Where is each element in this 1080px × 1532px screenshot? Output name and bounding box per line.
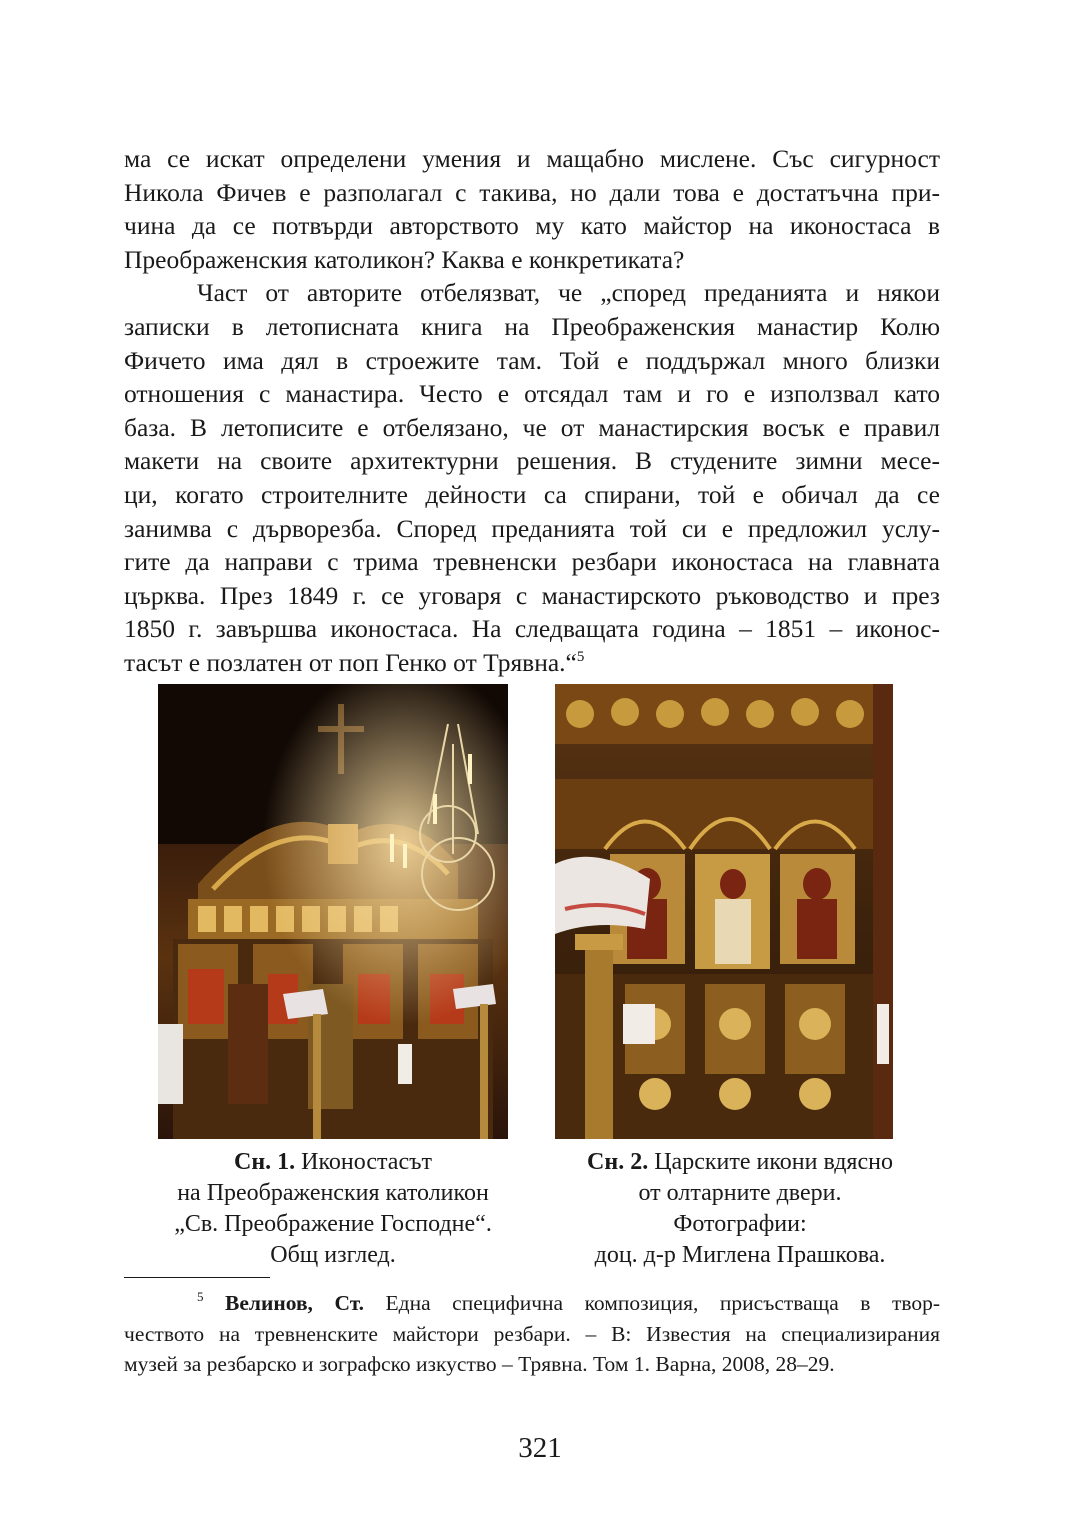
caption-text: доц. д-р Миглена Прашкова. [594,1242,886,1268]
text-line: ци, когато строителните дейности са спирани, той е обичал да се [124,479,940,509]
text-line: записки в летописната книга на Преображенския манастир Колю [124,311,940,341]
text-line: отношения с манастира. Често е отсядал там и го е използвал като [124,379,940,409]
footnote-line [124,1288,940,1319]
text-line: гите да направи с трима тревненски резбари иконостаса на главната [124,547,940,577]
text-line: Никола Фичев е разполагал с такива, но дали това е достатъчна при- [124,177,940,207]
text-line: макети на своите архитектурни решения. В студените зимни месе- [124,446,940,476]
figure-2-photo [555,684,893,1139]
footnote-author: Велинов, Ст. [225,1291,365,1315]
body-text [124,142,940,680]
text-line: 1850 г. завършва иконостаса. На следващата година – 1851 – иконос- [124,614,940,644]
iconostasis-photo [158,684,508,1139]
text-line: Част от авторите отбелязват, че „според преданията и някои [197,278,940,308]
text-line: църква. През 1849 г. се уговаря с манастирското ръководство и през [124,580,940,610]
figure-1-caption [123,1147,543,1271]
text-line: чина да се потвърди авторството му като майстор на иконостаса в [124,211,940,241]
royal-icons-photo [555,684,893,1139]
text-line: Фичето има дял в строежите там. Той е поддържал много близки [124,345,940,375]
footnote-number: 5 [197,1289,204,1304]
caption-text: Иконостасът [301,1149,433,1175]
text-line: занимва с дърворезба. Според преданията той си е предложил услу- [124,513,940,543]
caption-text: Общ изглед. [270,1242,396,1268]
caption-label: Сн. 2. [587,1149,649,1175]
footnote-line: чеството на тревненските майстори резбари. – В: Известия на специализирания [124,1321,940,1346]
text-line: ма се искат определени умения и мащабно мислене. Със сигурност [124,144,940,173]
caption-text: Фотографии: [673,1211,807,1237]
text-line: Преображенския католикон? Каква е конкретиката? [124,244,685,274]
figure-2-caption [530,1147,950,1271]
footnote-text: Една специфична композиция, присъстваща в твор- [385,1291,941,1315]
footnote-line: музей за резбарско и зографско изкуство – Трявна. Том 1. Варна, 2008, 28–29. [124,1352,835,1376]
caption-label: Сн. 1. [233,1149,296,1175]
text-line-content: тасът е позлатен от поп Генко от Трявна.“ [124,647,577,677]
figure-1-photo [158,684,508,1139]
caption-text: от олтарните двери. [638,1180,842,1206]
caption-text: на Преображенския католикон [177,1180,489,1206]
caption-text: Царските икони вдясно [654,1149,893,1175]
footnote [124,1288,940,1380]
footnote-reference[interactable]: 5 [576,648,585,665]
paragraph-1 [124,142,940,276]
text-line: база. В летописите е отбелязано, че от манастирския восък е правил [124,412,940,442]
footnote-divider [124,1277,270,1278]
paragraph-2 [124,276,940,679]
text-line [124,646,940,680]
page-number: 321 [518,1432,562,1464]
caption-text: „Св. Преображение Господне“. [174,1211,492,1237]
